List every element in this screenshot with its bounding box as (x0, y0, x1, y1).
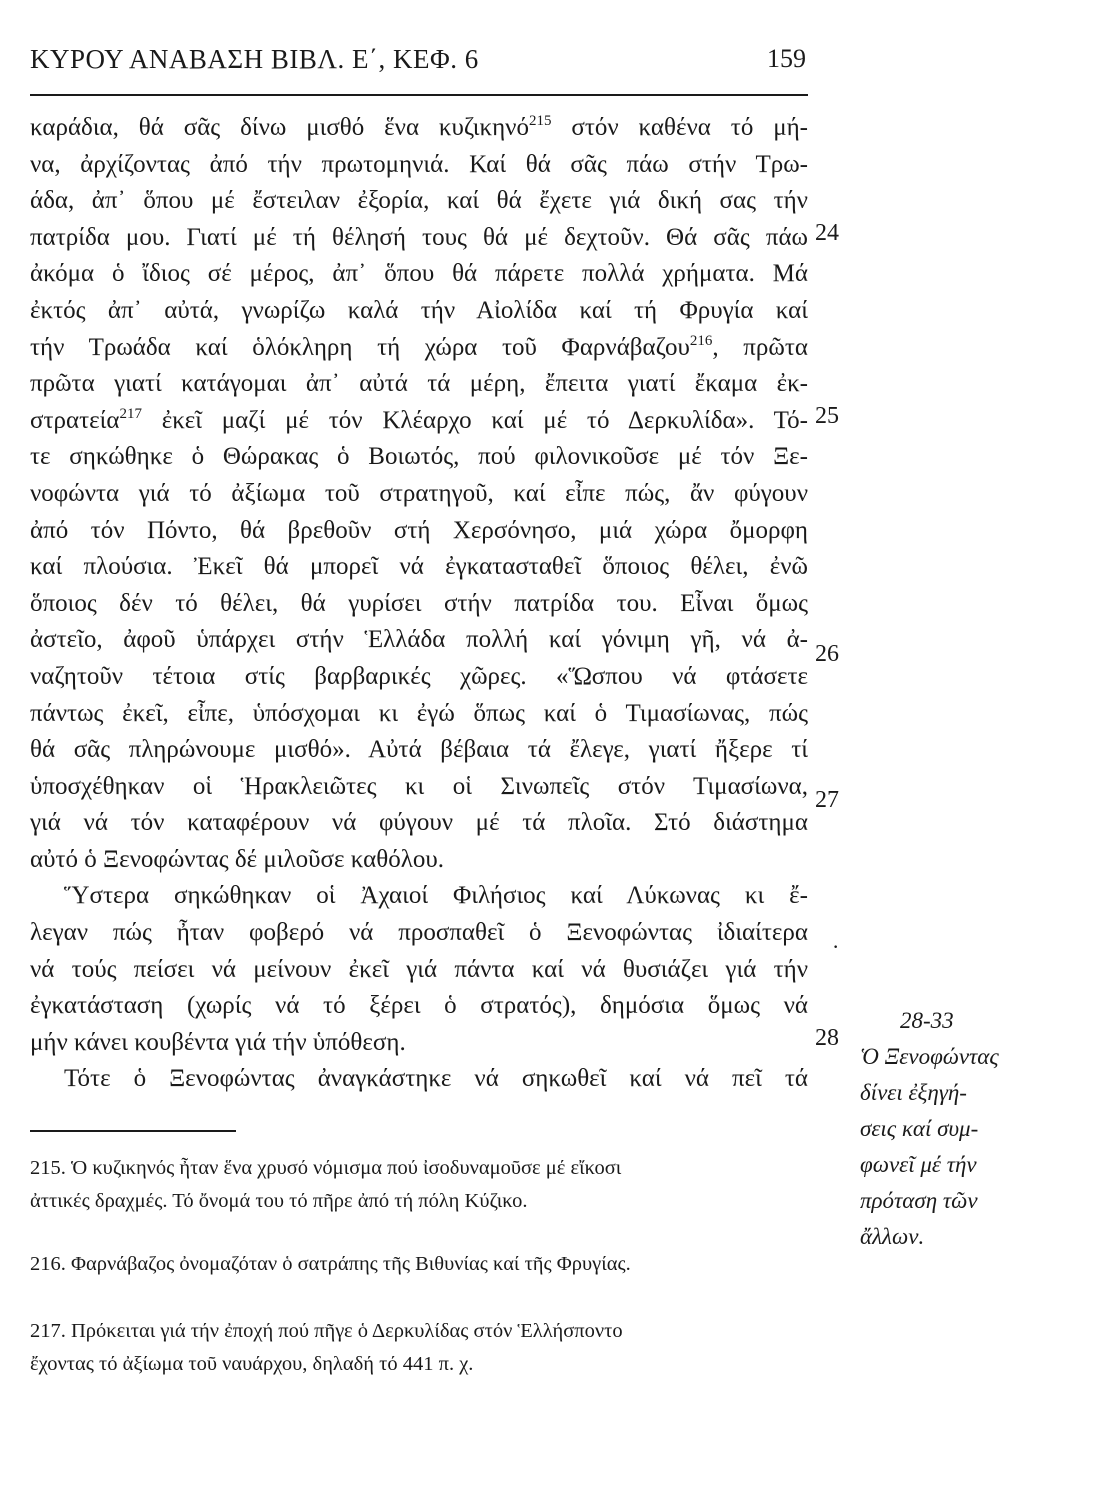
footnote-line: ἀττικές δραχμές. Τό ὄνομά του τό πῆρε ἀπό τή πόλη Κύζικο. (30, 1190, 528, 1212)
page-number: 159 (767, 44, 806, 73)
section-number-27: 27 (815, 787, 839, 813)
section-number-25: 25 (815, 403, 839, 429)
footnote-ref-215: 215 (528, 113, 552, 129)
text-line: νά τούς πείσει νά μείνουν ἐκεῖ γιά πάντα καί νά θυσιάζει γιά τήν (30, 955, 808, 983)
text-line: νοφώντα γιά τό ἀξίωμα τοῦ στρατηγοῦ, καί εἶπε πώς, ἄν φύγουν (30, 479, 808, 507)
footnote-line: 217. Πρόκειται γιά τήν ἐποχή πού πῆγε ὁ Δερκυλίδας στόν Ἑλλήσποντο (30, 1320, 623, 1342)
running-head-title: ΚΥΡΟΥ ΑΝΑΒΑΣΗ ΒΙΒΛ. Ε΄, ΚΕΦ. 6 (30, 44, 479, 74)
text-line: αὐτό ὁ Ξενοφώντας δέ μιλοῦσε καθόλου. (30, 845, 444, 873)
text-line: τε σηκώθηκε ὁ Θώρακας ὁ Βοιωτός, πού φιλονικοῦσε μέ τόν Ξε- (30, 443, 808, 471)
text-line: Ὕστερα σηκώθηκαν οἱ Ἀχαιοί Φιλήσιος καί Λύκωνας κι ἔ- (64, 882, 808, 910)
text-line: μήν κάνει κουβέντα γιά τήν ὑπόθεση. (30, 1028, 406, 1056)
margin-note-range: 28-33 (900, 1008, 954, 1033)
footnote-216 (30, 1248, 820, 1281)
text-line: ἀπό τόν Πόντο, θά βρεθοῦν στή Χερσόνησο, μιά χώρα ὄμορφη (30, 516, 808, 544)
margin-note-line: Ὁ Ξενοφώντας (860, 1044, 999, 1069)
text-line: πάντως ἐκεῖ, εἶπε, ὑπόσχομαι κι ἐγώ ὅπως καί ὁ Τιμασίωνας, πώς (30, 699, 808, 727)
section-number-26: 26 (815, 641, 839, 667)
text-line: λεγαν πώς ἦταν φοβερό νά προσπαθεῖ ὁ Ξενοφώντας ἰδιαίτερα (30, 919, 808, 947)
text-line: πατρίδα μου. Γιατί μέ τή θέλησή τους θά μέ δεχτοῦν. Θά σᾶς πάω (30, 223, 808, 251)
header-rule (30, 94, 808, 96)
footnote-rule (30, 1130, 236, 1132)
margin-note-line: φωνεῖ μέ τήν (860, 1152, 977, 1177)
section-number-28: 28 (815, 1025, 839, 1051)
footnote-line: ἔχοντας τό ἀξίωμα τοῦ ναυάρχου, δηλαδή τό 441 π. χ. (30, 1353, 474, 1375)
footnote-line: 216. Φαρνάβαζος ὀνομαζόταν ὁ σατράπης τῆς Βιθυνίας καί τῆς Φρυγίας. (30, 1253, 631, 1275)
margin-note (860, 1003, 1070, 1255)
text-line: ναζητοῦν τέτοια στίς βαρβαρικές χῶρες. «Ὥσπου νά φτάσετε (30, 662, 808, 690)
stray-mark: · (832, 934, 840, 959)
main-text (30, 110, 808, 1098)
text-line: ἀκόμα ὁ ἴδιος σέ μέρος, ἀπ᾽ ὅπου θά πάρετε πολλά χρήματα. Μά (30, 260, 808, 288)
text-line: να, ἀρχίζοντας ἀπό τήν πρωτομηνιά. Καί θά σᾶς πάω στήν Τρω- (30, 150, 808, 178)
footnote-215 (30, 1152, 820, 1218)
footnote-ref-216: 216 (689, 332, 713, 349)
footnote-217 (30, 1315, 820, 1381)
footnote-ref-217: 217 (119, 405, 142, 422)
margin-note-line: πρόταση τῶν (860, 1188, 978, 1213)
text-line: ἀστεῖο, ἀφοῦ ὑπάρχει στήν Ἑλλάδα πολλή καί γόνιμη γῆ, νά ἀ- (30, 626, 808, 654)
text-line: Τότε ὁ Ξενοφώντας ἀναγκάστηκε νά σηκωθεῖ καί νά πεῖ τά (64, 1065, 808, 1093)
text-line: στρατεία$^{217}$ ἐκεῖ μαζί μέ τόν Κλέαρχο καί μέ τό Δερκυλίδα». Τό- (30, 405, 808, 434)
text-line: ἐκτός ἀπ᾽ αὐτά, γνωρίζω καλά τήν Αἰολίδα καί τή Φρυγία καί (30, 296, 808, 324)
margin-note-line: σεις καί συμ- (860, 1116, 979, 1141)
text-line: πρῶτα γιατί κατάγομαι ἀπ᾽ αὐτά τά μέρη, ἔπειτα γιατί ἔκαμα ἐκ- (30, 370, 808, 398)
text-line: θά σᾶς πληρώνουμε μισθό». Αὐτά βέβαια τά ἔλεγε, γιατί ἤξερε τί (30, 736, 808, 764)
text-line: καί πλούσια. Ἐκεῖ θά μπορεῖ νά ἐγκατασταθεῖ ὅποιος θέλει, ἐνῶ (30, 553, 808, 581)
text-line: καράδια, θά σᾶς δίνω μισθό ἕνα κυζικηνό$^{215}$ στόν καθένα τό μή- (30, 113, 808, 141)
margin-note-line: ἄλλων. (860, 1224, 925, 1249)
text-line: ἐγκατάσταση (χωρίς νά τό ξέρει ὁ στρατός), δημόσια ὅμως νά (30, 992, 808, 1020)
text-line: γιά νά τόν καταφέρουν νά φύγουν μέ τά πλοῖα. Στό διάστημα (30, 809, 808, 837)
text-line: τήν Τρωάδα καί ὁλόκληρη τή χώρα τοῦ Φαρνάβαζου$^{216}$, πρῶτα (30, 332, 808, 361)
text-line: ὑποσχέθηκαν οἱ Ἡρακλειῶτες κι οἱ Σινωπεῖς στόν Τιμασίωνα, (30, 772, 808, 800)
text-line: άδα, ἀπ᾽ ὅπου μέ ἔστειλαν ἐξορία, καί θά ἔχετε γιά δική σας τήν (30, 187, 808, 215)
running-head (30, 44, 810, 84)
margin-note-line: δίνει ἐξηγή- (860, 1080, 967, 1105)
text-line: ὅποιος δέν τό θέλει, θά γυρίσει στήν πατρίδα του. Εἶναι ὅμως (30, 589, 808, 617)
footnote-line: 215. Ὁ κυζικηνός ἦταν ἕνα χρυσό νόμισμα πού ἰσοδυναμοῦσε μέ εἴκοσι (30, 1157, 622, 1179)
section-number-24: 24 (815, 220, 839, 246)
